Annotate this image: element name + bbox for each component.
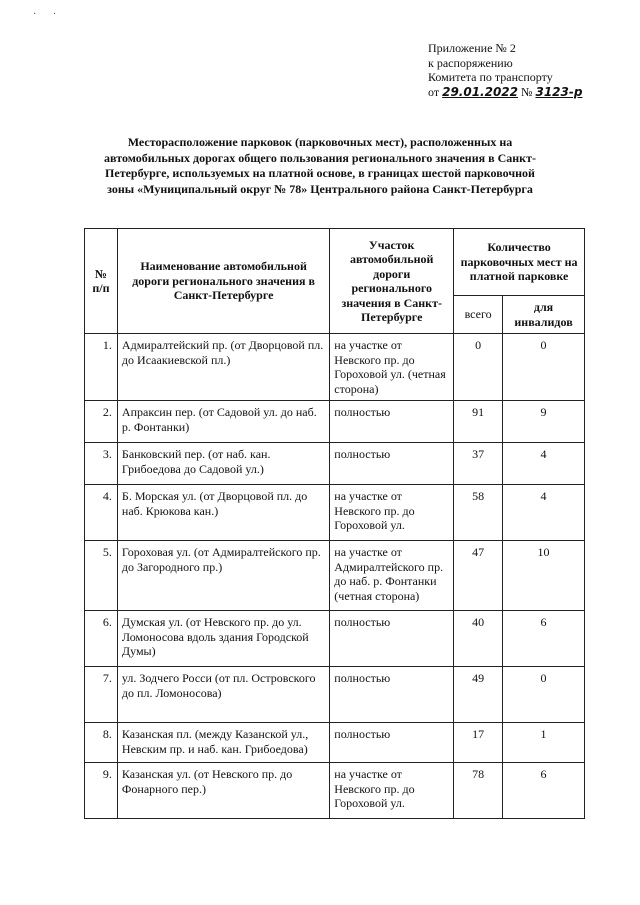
table-header-row xyxy=(85,229,585,296)
table-row xyxy=(85,611,585,667)
row-road: Б. Морская ул. (от Дворцовой пл. до наб. Крюкова кан.) xyxy=(117,485,329,541)
row-road: Апраксин пер. (от Садовой ул. до наб. р. Фонтанки) xyxy=(117,401,329,443)
row-road: Адмиралтейский пр. (от Дворцовой пл. до Исаакиевской пл.) xyxy=(117,334,329,401)
row-disabled: 10 xyxy=(503,541,585,611)
row-disabled: 9 xyxy=(503,401,585,443)
row-number: 9. xyxy=(85,763,118,819)
header-road: Наименование автомобильной дороги регионального значения в Санкт-Петербурге xyxy=(117,229,329,334)
row-section: полностью xyxy=(330,611,454,667)
row-total: 17 xyxy=(454,723,503,763)
parking-table xyxy=(84,228,585,819)
date-prefix: от xyxy=(428,84,440,99)
corner-marks: · · xyxy=(33,9,64,20)
row-road: Казанская ул. (от Невского пр. до Фонарного пер.) xyxy=(117,763,329,819)
row-total: 47 xyxy=(454,541,503,611)
row-total: 78 xyxy=(454,763,503,819)
row-number: 2. xyxy=(85,401,118,443)
row-section: полностью xyxy=(330,443,454,485)
table-row xyxy=(85,723,585,763)
handwritten-number: 3123-р xyxy=(535,84,583,99)
table-row xyxy=(85,667,585,723)
row-disabled: 0 xyxy=(503,334,585,401)
header-num: № п/п xyxy=(85,229,118,334)
row-number: 7. xyxy=(85,667,118,723)
row-road: Гороховая ул. (от Адмиралтейского пр. до Загородного пр.) xyxy=(117,541,329,611)
row-total: 49 xyxy=(454,667,503,723)
row-total: 37 xyxy=(454,443,503,485)
appendix-line2: к распоряжению xyxy=(428,55,513,70)
table-row xyxy=(85,763,585,819)
number-prefix: № xyxy=(521,84,533,99)
row-section: на участке от Адмиралтейского пр. до наб. р. Фонтанки (четная сторона) xyxy=(330,541,454,611)
table-row xyxy=(85,443,585,485)
appendix-line3: Комитета по транспорту xyxy=(428,70,553,84)
row-section: на участке от Невского пр. до Гороховой ул. xyxy=(330,485,454,541)
table-row xyxy=(85,541,585,611)
table-row xyxy=(85,485,585,541)
row-disabled: 4 xyxy=(503,485,585,541)
row-number: 3. xyxy=(85,443,118,485)
row-section: полностью xyxy=(330,401,454,443)
appendix-date-line xyxy=(428,85,582,100)
row-number: 8. xyxy=(85,723,118,763)
row-disabled: 0 xyxy=(503,667,585,723)
row-number: 6. xyxy=(85,611,118,667)
row-disabled: 1 xyxy=(503,723,585,763)
row-number: 4. xyxy=(85,485,118,541)
header-section: Участок автомобильной дороги регионального значения в Санкт-Петербурге xyxy=(330,229,454,334)
row-total: 58 xyxy=(454,485,503,541)
row-road: Банковский пер. (от наб. кан. Грибоедова до Садовой ул.) xyxy=(117,443,329,485)
row-section: на участке от Невского пр. до Гороховой ул. xyxy=(330,763,454,819)
row-section: полностью xyxy=(330,667,454,723)
row-section: на участке от Невского пр. до Гороховой ул. (четная сторона) xyxy=(330,334,454,401)
row-section: полностью xyxy=(330,723,454,763)
row-total: 40 xyxy=(454,611,503,667)
row-total: 0 xyxy=(454,334,503,401)
row-disabled: 4 xyxy=(503,443,585,485)
appendix-block xyxy=(428,41,582,99)
row-total: 91 xyxy=(454,401,503,443)
row-disabled: 6 xyxy=(503,611,585,667)
appendix-line1: Приложение № 2 xyxy=(428,41,516,55)
header-total: всего xyxy=(454,296,503,334)
row-road: Думская ул. (от Невского пр. до ул. Ломоносова вдоль здания Городской Думы) xyxy=(117,611,329,667)
row-road: Казанская пл. (между Казанской ул., Невским пр. и наб. кан. Грибоедова) xyxy=(117,723,329,763)
table-row xyxy=(85,334,585,401)
header-count: Количество парковочных мест на платной парковке xyxy=(454,229,585,296)
row-disabled: 6 xyxy=(503,763,585,819)
header-disabled: для инвалидов xyxy=(503,296,585,334)
row-road: ул. Зодчего Росси (от пл. Островского до пл. Ломоносова) xyxy=(117,667,329,723)
row-number: 1. xyxy=(85,334,118,401)
document-title: Месторасположение парковок (парковочных мест), расположенных на автомобильных дорогах общего пользования регионального значения в Санкт-Петербурге, используемых на платной основе, в границах шестой парковочной зоны «Муниципальный округ № 78» Центрального района Санкт-Петербурга xyxy=(104,135,536,196)
handwritten-date: 29.01.2022 xyxy=(442,84,519,99)
table-row xyxy=(85,401,585,443)
row-number: 5. xyxy=(85,541,118,611)
